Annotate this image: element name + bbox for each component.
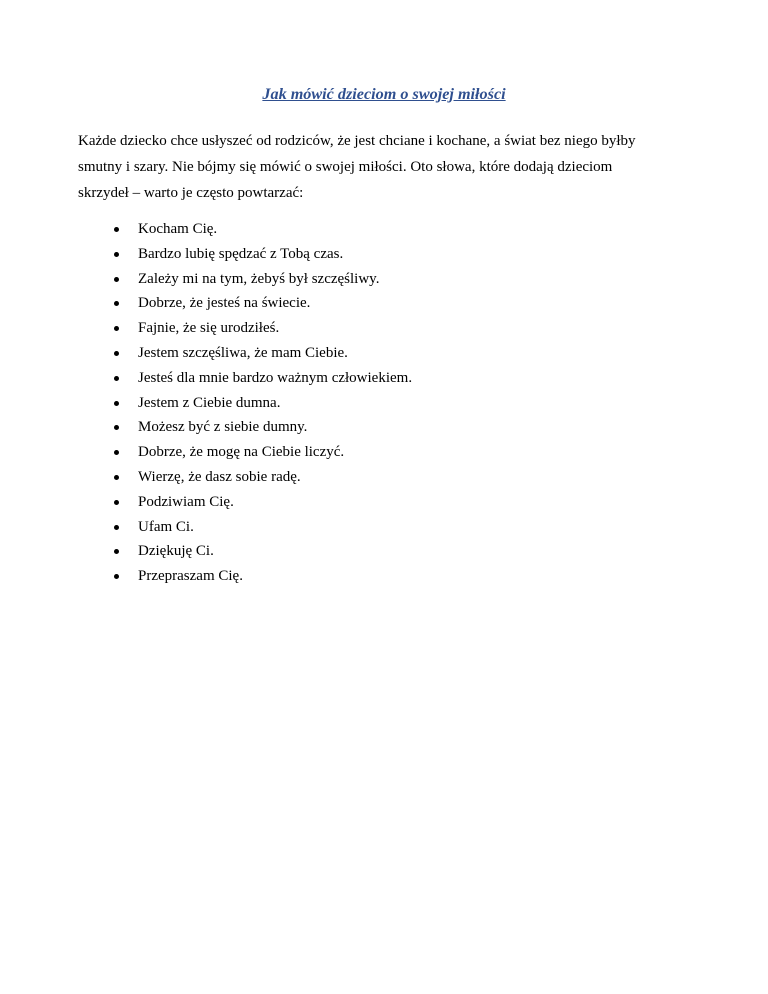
list-item [0, 515, 768, 540]
list-item-text: Przepraszam Cię. [138, 568, 243, 585]
list-item [0, 539, 768, 564]
bullet-icon [114, 574, 119, 579]
list-item-text: Możesz być z siebie dumny. [138, 419, 308, 436]
bullet-icon [114, 425, 119, 430]
intro-paragraph [78, 128, 698, 206]
bullet-icon [114, 401, 119, 406]
list-item [0, 465, 768, 490]
list-item-text: Wierzę, że dasz sobie radę. [138, 468, 301, 485]
list-item [0, 217, 768, 242]
bullet-icon [114, 450, 119, 455]
intro-line: Każde dziecko chce usłyszeć od rodziców, że jest chciane i kochane, a świat bez niego byłby [78, 133, 636, 149]
bullet-icon [114, 227, 119, 232]
list-item-text: Bardzo lubię spędzać z Tobą czas. [138, 245, 344, 262]
bullet-icon [114, 500, 119, 505]
bullet-icon [114, 301, 119, 306]
list-item [0, 267, 768, 292]
phrase-list [0, 217, 768, 589]
bullet-icon [114, 326, 119, 331]
list-item [0, 242, 768, 267]
list-item-text: Dziękuję Ci. [138, 543, 214, 560]
bullet-icon [114, 252, 119, 257]
page-title: Jak mówić dzieciom o swojej miłości [262, 85, 506, 103]
list-item [0, 316, 768, 341]
list-item-text: Kocham Cię. [138, 221, 218, 237]
list-item [0, 490, 768, 515]
list-item-text: Ufam Ci. [138, 518, 194, 535]
list-item [0, 366, 768, 391]
list-item [0, 564, 768, 589]
list-item-text: Jesteś dla mnie bardzo ważnym człowiekiem. [138, 369, 413, 386]
list-item-text: Zależy mi na tym, żebyś był szczęśliwy. [138, 270, 380, 287]
list-item-text: Dobrze, że mogę na Ciebie liczyć. [138, 444, 345, 461]
bullet-icon [114, 525, 119, 530]
list-item [0, 291, 768, 316]
list-item-text: Podziwiam Cię. [138, 493, 234, 510]
intro-line: skrzydeł – warto je często powtarzać: [78, 185, 304, 201]
list-item [0, 440, 768, 465]
intro-line: smutny i szary. Nie bójmy się mówić o swojej miłości. Oto słowa, które dodają dzieciom [78, 159, 613, 175]
list-item-text: Fajnie, że się urodziłeś. [138, 320, 280, 337]
list-item [0, 415, 768, 440]
list-item [0, 341, 768, 366]
list-item [0, 391, 768, 416]
bullet-icon [114, 376, 119, 381]
list-item-text: Jestem szczęśliwa, że mam Ciebie. [138, 344, 348, 361]
bullet-icon [114, 277, 119, 282]
list-item-text: Jestem z Ciebie dumna. [138, 394, 281, 411]
bullet-icon [114, 351, 119, 356]
list-item-text: Dobrze, że jesteś na świecie. [138, 295, 311, 312]
bullet-icon [114, 549, 119, 554]
bullet-icon [114, 475, 119, 480]
